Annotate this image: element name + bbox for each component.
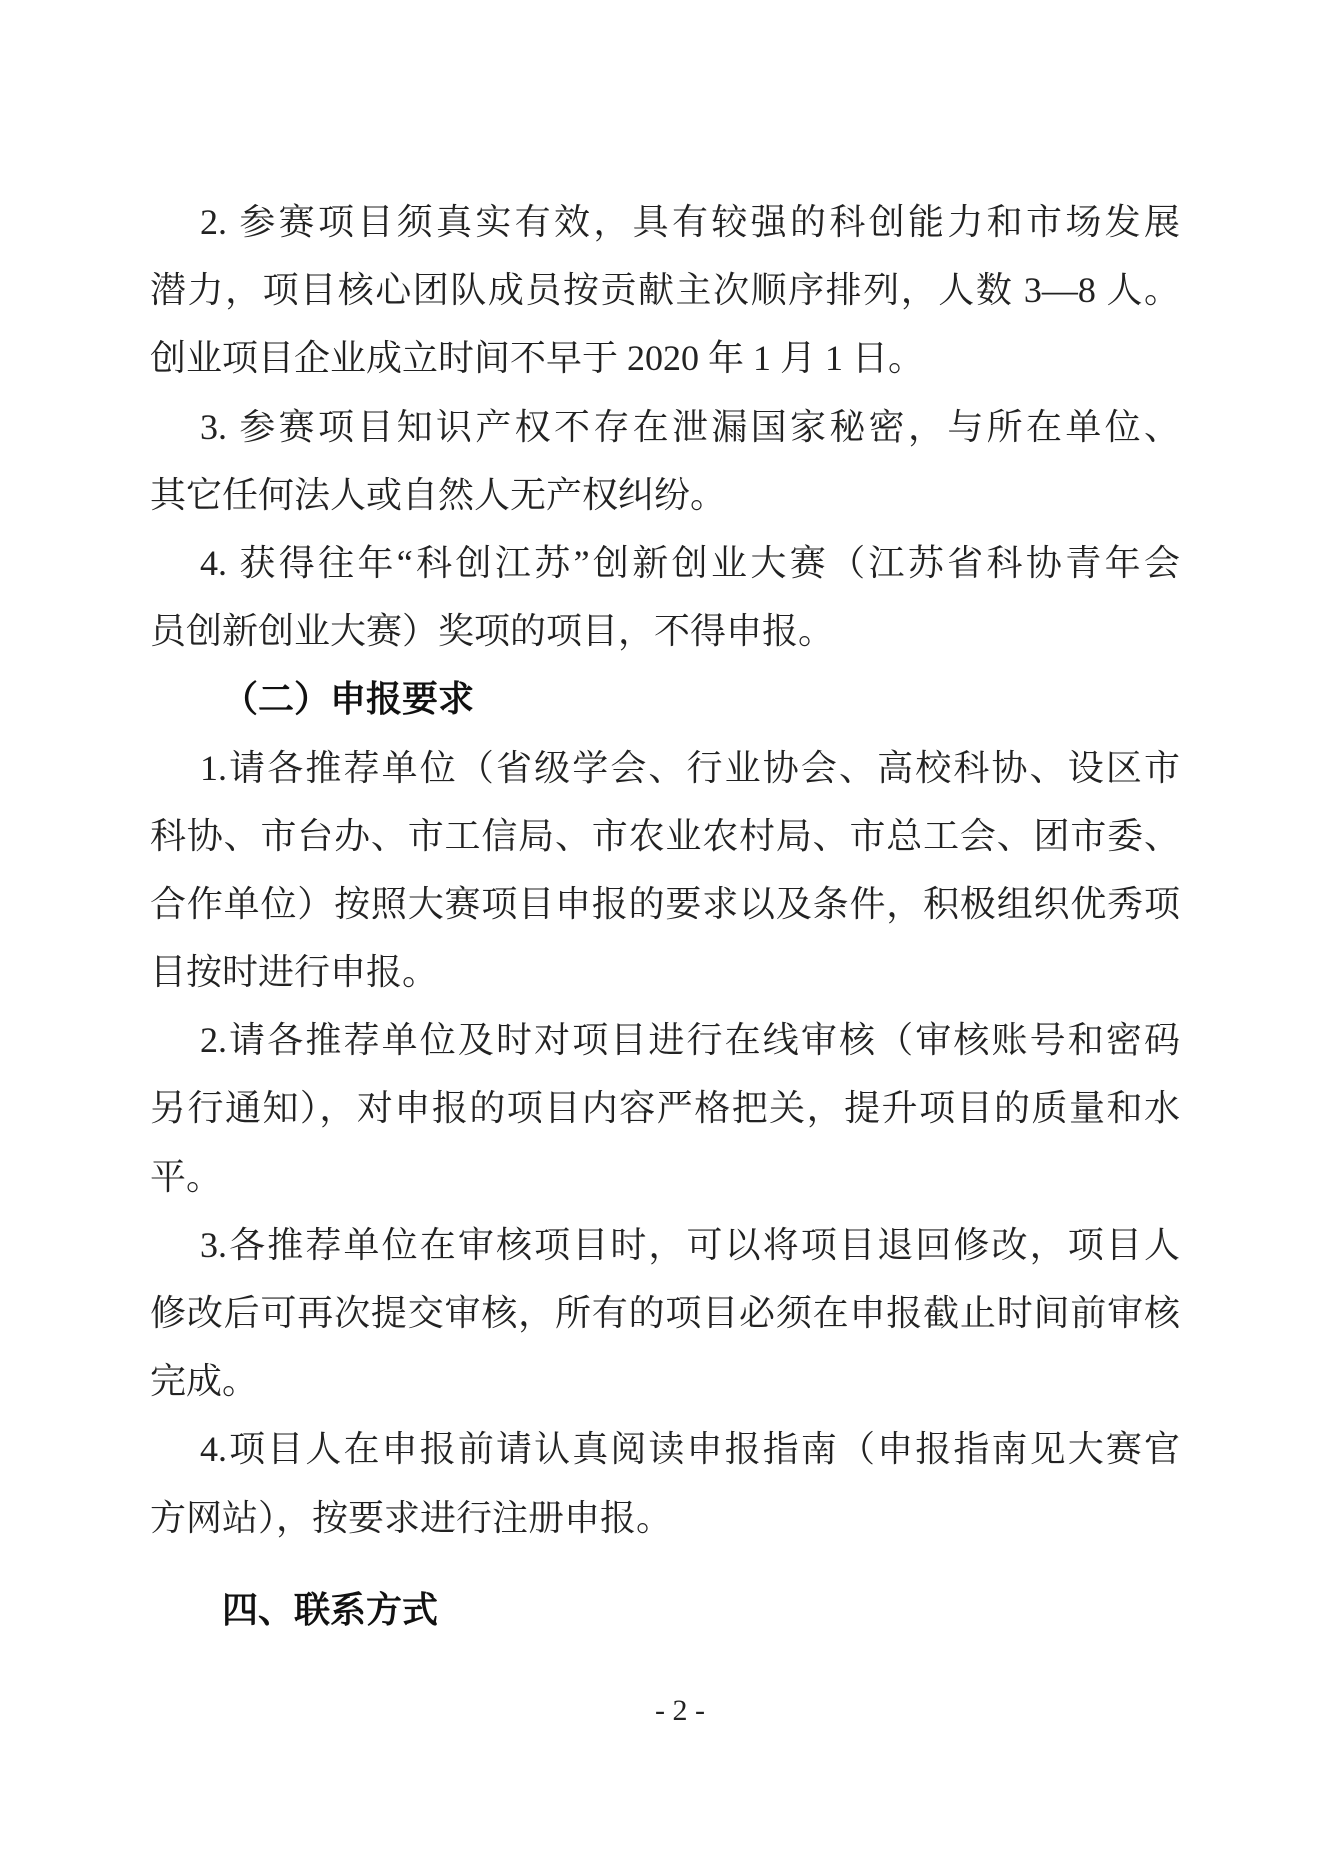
text-line: 3.各推荐单位在审核项目时，可以将项目退回修改，项目人 bbox=[200, 1224, 1180, 1265]
text-line: 完成。 bbox=[150, 1361, 259, 1402]
text-line: 员创新创业大赛）奖项的项目，不得申报。 bbox=[150, 611, 835, 652]
text-line: 4. 获得往年“科创江苏”创新创业大赛（江苏省科协青年会 bbox=[200, 542, 1180, 583]
section-heading-declaration-requirements bbox=[150, 665, 1180, 733]
text-line: 科协、市台办、市工信局、市农业农村局、市总工会、团市委、 bbox=[150, 815, 1180, 856]
text-line: 目按时进行申报。 bbox=[150, 952, 439, 993]
document-body bbox=[150, 188, 1180, 1644]
text-line: （二）申报要求 bbox=[222, 678, 475, 720]
declaration-clause-3 bbox=[150, 1211, 1180, 1416]
declaration-clause-2 bbox=[150, 1006, 1180, 1211]
text-line: 合作单位）按照大赛项目申报的要求以及条件，积极组织优秀项 bbox=[150, 883, 1180, 924]
clause-4-prior-winners bbox=[150, 529, 1180, 665]
text-line: 四、联系方式 bbox=[222, 1588, 439, 1630]
text-line: 其它任何法人或自然人无产权纠纷。 bbox=[150, 474, 727, 515]
text-line: 创业项目企业成立时间不早于 2020 年 1 月 1 日。 bbox=[150, 338, 925, 379]
clause-2-entry-requirements bbox=[150, 188, 1180, 393]
page-number: - 2 - bbox=[655, 1694, 705, 1727]
text-line: 平。 bbox=[150, 1156, 223, 1197]
clause-3-ip-requirements bbox=[150, 393, 1180, 529]
declaration-clause-1 bbox=[150, 734, 1180, 1007]
text-line: 潜力，项目核心团队成员按贡献主次顺序排列，人数 3—8 人。 bbox=[150, 270, 1180, 311]
text-line: 1.请各推荐单位（省级学会、行业协会、高校科协、设区市 bbox=[200, 747, 1180, 788]
text-line: 2.请各推荐单位及时对项目进行在线审核（审核账号和密码 bbox=[200, 1020, 1180, 1061]
section-heading-contact-info bbox=[150, 1576, 1180, 1644]
text-line: 修改后可再次提交审核，所有的项目必须在申报截止时间前审核 bbox=[150, 1293, 1180, 1333]
text-line: 3. 参赛项目知识产权不存在泄漏国家秘密，与所在单位、 bbox=[200, 406, 1180, 447]
text-line: 4.项目人在申报前请认真阅读申报指南（申报指南见大赛官 bbox=[200, 1429, 1180, 1470]
text-line: 2. 参赛项目须真实有效，具有较强的科创能力和市场发展 bbox=[200, 202, 1180, 242]
declaration-clause-4 bbox=[150, 1415, 1180, 1551]
text-line: 方网站），按要求进行注册申报。 bbox=[150, 1497, 673, 1538]
text-line: 另行通知），对申报的项目内容严格把关，提升项目的质量和水 bbox=[150, 1088, 1180, 1129]
